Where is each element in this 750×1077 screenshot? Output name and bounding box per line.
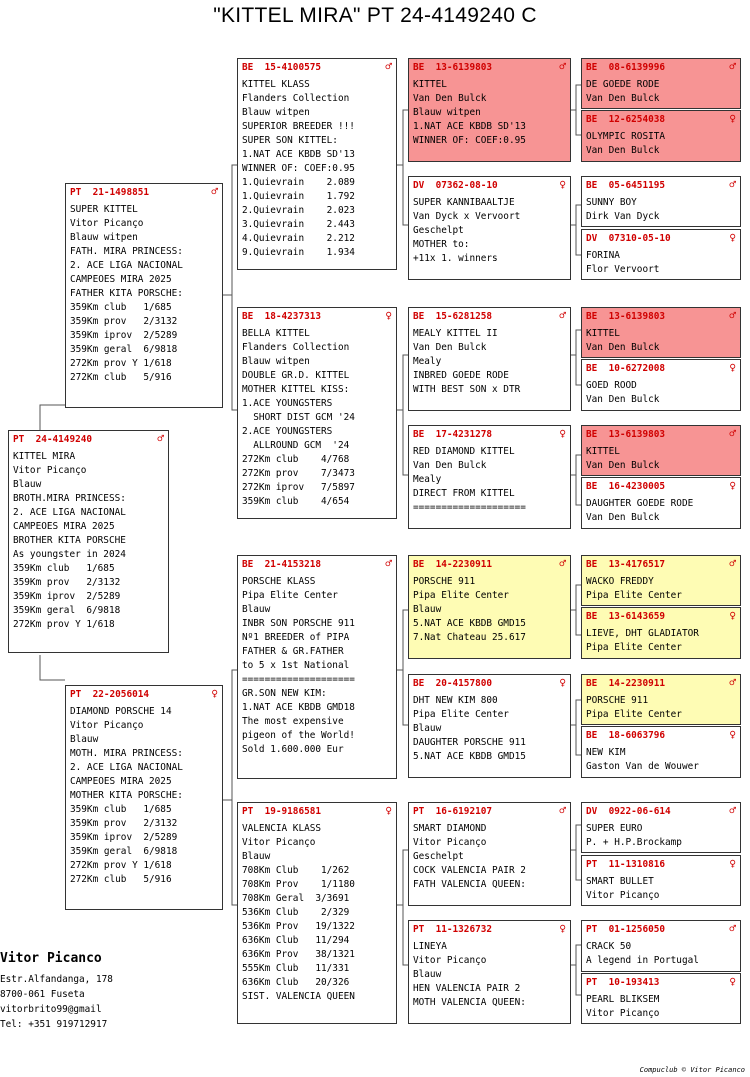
male-symbol-icon: ♂ [729, 309, 736, 322]
card-info-line: Blauw witpen [242, 107, 310, 118]
card-info-line: CAMPEOES MIRA 2025 [70, 274, 172, 285]
card-info-line: DHT NEW KIM 800 [413, 695, 498, 706]
pedigree-card-gen4-5 [408, 555, 571, 659]
female-symbol-icon: ♀ [559, 676, 566, 689]
card-info-line: Pipa Elite Center [413, 590, 509, 601]
card-info-line: 1.NAT ACE KBDB SD'13 [242, 149, 355, 160]
card-info-line: PEARL BLIKSEM [586, 994, 660, 1005]
card-info-line: Vitor Picanço [586, 1008, 660, 1019]
card-info-line: 2.ACE YOUNGSTERS [242, 426, 333, 437]
card-info-line: 2. ACE LIGA NACIONAL [13, 507, 126, 518]
female-symbol-icon: ♀ [559, 922, 566, 935]
card-info-line: 359Km geral 6/9818 [70, 846, 178, 857]
card-info-line: CAMPEOES MIRA 2025 [70, 776, 172, 787]
card-info-line: Nº1 BREEDER of PIPA [242, 632, 350, 643]
owner-email: vitorbrito99@gmail [0, 1004, 102, 1015]
pedigree-card-gen5-10 [581, 607, 741, 659]
card-info-line: 272Km prov Y 1/618 [70, 358, 172, 369]
male-symbol-icon: ♂ [559, 60, 566, 73]
ring-number: BE 08-6139996 [586, 62, 666, 73]
card-info-line: WACKO FREDDY [586, 576, 654, 587]
pedigree-card-gen5-3 [581, 176, 741, 227]
male-symbol-icon: ♂ [729, 178, 736, 191]
card-info-line: 636Km Prov 38/1321 [242, 949, 355, 960]
card-info-line: Vitor Picanço [242, 837, 316, 848]
pedigree-card-gen5-5 [581, 307, 741, 358]
ring-number-header [586, 362, 736, 376]
ring-number-header [242, 558, 392, 572]
female-symbol-icon: ♀ [729, 975, 736, 988]
card-info-line: Van Den Bulck [586, 93, 660, 104]
card-info-line: 272Km iprov 7/5897 [242, 482, 355, 493]
pedigree-card-gen5-7 [581, 425, 741, 476]
pedigree-card-dam-sire [237, 555, 397, 779]
card-info-line: Van Den Bulck [586, 342, 660, 353]
card-info-line: LINEYA [413, 941, 447, 952]
ring-number: PT 11-1326732 [413, 924, 493, 935]
ring-number-header [413, 558, 566, 572]
card-info-line: MOTH VALENCIA QUEEN: [413, 997, 526, 1008]
ring-number: DV 07310-05-10 [586, 233, 671, 244]
card-info-line: 272Km prov Y 1/618 [13, 619, 115, 630]
ring-number: BE 13-6139803 [413, 62, 493, 73]
card-info-line: 1.Quievrain 2.089 [242, 177, 355, 188]
card-info-line: WINNER OF: COEF:0.95 [413, 135, 526, 146]
female-symbol-icon: ♀ [385, 309, 392, 322]
pedigree-card-dam-dam [237, 802, 397, 1024]
card-info-line: SUPER EURO [586, 823, 643, 834]
card-info-line: 272Km club 4/768 [242, 454, 350, 465]
male-symbol-icon: ♂ [157, 432, 164, 445]
ring-number: BE 13-6139803 [586, 311, 666, 322]
pedigree-card-gen5-16 [581, 973, 741, 1024]
card-info-line: 359Km prov 2/3132 [70, 818, 178, 829]
card-info-line: 536Km Prov 19/1322 [242, 921, 355, 932]
card-info-line: DIAMOND PORSCHE 14 [70, 706, 172, 717]
ring-number: BE 12-6254038 [586, 114, 666, 125]
card-info-line: Van Den Bulck [586, 460, 660, 471]
card-info-line: The most expensive [242, 716, 344, 727]
card-info-line: PORSCHE 911 [413, 576, 476, 587]
female-symbol-icon: ♀ [729, 361, 736, 374]
card-info-line: MOTHER KITA PORSCHE: [70, 790, 183, 801]
card-info-line: 5.NAT ACE KBDB GMD15 [413, 751, 526, 762]
card-info-line: FATHER KITA PORSCHE: [70, 288, 183, 299]
pedigree-card-gen5-14 [581, 855, 741, 906]
card-info-line: BROTH.MIRA PRINCESS: [13, 493, 126, 504]
male-symbol-icon: ♂ [729, 60, 736, 73]
pedigree-card-gen5-4 [581, 229, 741, 280]
male-symbol-icon: ♂ [729, 557, 736, 570]
pedigree-card-gen5-12 [581, 726, 741, 778]
card-info-line: ==================== [242, 674, 355, 685]
ring-number-header [586, 310, 736, 324]
ring-number: PT 21-1498851 [70, 187, 150, 198]
card-info-line: 708Km Club 1/262 [242, 865, 350, 876]
pedigree-card-gen4-7 [408, 802, 571, 906]
card-info-line: SMART DIAMOND [413, 823, 487, 834]
card-info-line: 2. ACE LIGA NACIONAL [70, 260, 183, 271]
ring-number-header [586, 805, 736, 819]
pedigree-card-gen5-2 [581, 110, 741, 162]
card-info-line: KITTEL KLASS [242, 79, 310, 90]
pedigree-card-gen5-6 [581, 359, 741, 411]
card-info-line: Geschelpt [413, 225, 464, 236]
card-info-line: As youngster in 2024 [13, 549, 126, 560]
card-info-line: DIRECT FROM KITTEL [413, 488, 515, 499]
female-symbol-icon: ♀ [385, 804, 392, 817]
card-info-line: 636Km Club 11/294 [242, 935, 350, 946]
card-info-line: GR.SON NEW KIM: [242, 688, 327, 699]
female-symbol-icon: ♀ [729, 112, 736, 125]
card-info-line: Blauw [242, 604, 271, 615]
card-info-line: NEW KIM [586, 747, 626, 758]
card-info-line: 359Km iprov 2/5289 [13, 591, 121, 602]
ring-number: BE 18-6063796 [586, 730, 666, 741]
card-info-line: Vitor Picanço [70, 720, 144, 731]
ring-number: BE 20-4157800 [413, 678, 493, 689]
card-info-line: 708Km Prov 1/1180 [242, 879, 355, 890]
pedigree-card-gen4-3 [408, 307, 571, 411]
card-info-line: 2. ACE LIGA NACIONAL [70, 762, 183, 773]
ring-number: BE 16-4230005 [586, 481, 666, 492]
card-info-line: 4.Quievrain 2.212 [242, 233, 355, 244]
card-info-line: Van Dyck x Vervoort [413, 211, 521, 222]
female-symbol-icon: ♀ [729, 728, 736, 741]
pedigree-card-gen5-13 [581, 802, 741, 853]
card-info-line: FATH VALENCIA QUEEN: [413, 879, 526, 890]
card-info-line: 708Km Geral 3/3691 [242, 893, 350, 904]
card-info-line: SMART BULLET [586, 876, 654, 887]
card-info-line: CRACK 50 [586, 941, 632, 952]
footer-credit: Compuclub © Vitor Picanco [639, 1066, 745, 1074]
owner-postcode: 8700-061 Fuseta [0, 989, 85, 1000]
male-symbol-icon: ♂ [211, 185, 218, 198]
card-info-line: SIST. VALENCIA QUEEN [242, 991, 355, 1002]
owner-name: Vitor Picanco [0, 951, 102, 966]
pedigree-card-gen4-2 [408, 176, 571, 280]
card-info-line: Geschelpt [413, 851, 464, 862]
male-symbol-icon: ♂ [559, 804, 566, 817]
card-info-line: Blauw witpen [242, 356, 310, 367]
card-info-line: A legend in Portugal [586, 955, 699, 966]
card-info-line: DAUGHTER PORSCHE 911 [413, 737, 526, 748]
pedigree-card-gen4-4 [408, 425, 571, 529]
ring-number: BE 17-4231278 [413, 429, 493, 440]
card-info-line: INBRED GOEDE RODE [413, 370, 509, 381]
card-info-line: Mealy [413, 474, 442, 485]
card-info-line: GOED ROOD [586, 380, 637, 391]
ring-number-header [586, 858, 736, 872]
pedigree-card-gen4-1 [408, 58, 571, 162]
male-symbol-icon: ♂ [729, 676, 736, 689]
card-info-line: Vitor Picanço [70, 218, 144, 229]
card-info-line: Blauw [413, 723, 442, 734]
card-info-line: Pipa Elite Center [242, 590, 338, 601]
card-info-line: VALENCIA KLASS [242, 823, 322, 834]
ring-number-header [586, 428, 736, 442]
card-info-line: P. + H.P.Brockamp [586, 837, 682, 848]
card-info-line: pigeon of the World! [242, 730, 355, 741]
male-symbol-icon: ♂ [559, 309, 566, 322]
male-symbol-icon: ♂ [729, 427, 736, 440]
card-info-line: DE GOEDE RODE [586, 79, 660, 90]
ring-number: PT 11-1310816 [586, 859, 666, 870]
ring-number: BE 21-4153218 [242, 559, 322, 570]
card-info-line: 359Km club 1/685 [70, 302, 172, 313]
ring-number-header [70, 688, 218, 702]
card-info-line: 359Km iprov 2/5289 [70, 330, 178, 341]
card-info-line: Blauw [13, 479, 42, 490]
card-info-line: Vitor Picanço [413, 837, 487, 848]
ring-number: BE 14-2230911 [413, 559, 493, 570]
card-info-line: INBR SON PORSCHE 911 [242, 618, 355, 629]
card-info-line: WINNER OF: COEF:0.95 [242, 163, 355, 174]
card-info-line: Pipa Elite Center [586, 642, 682, 653]
pedigree-card-subject [8, 430, 169, 653]
card-info-line: Blauw [413, 969, 442, 980]
card-info-line: Vitor Picanço [586, 890, 660, 901]
ring-number-header [586, 677, 736, 691]
card-info-line: Vitor Picanço [413, 955, 487, 966]
card-info-line: 272Km prov 7/3473 [242, 468, 355, 479]
card-info-line: 636Km Club 20/326 [242, 977, 350, 988]
card-info-line: DAUGHTER GOEDE RODE [586, 498, 694, 509]
ring-number: PT 01-1256050 [586, 924, 666, 935]
ring-number-header [70, 186, 218, 200]
card-info-line: Mealy [413, 356, 442, 367]
card-info-line: Pipa Elite Center [586, 709, 682, 720]
card-info-line: COCK VALENCIA PAIR 2 [413, 865, 526, 876]
ring-number-header [586, 976, 736, 990]
card-info-line: Van Den Bulck [413, 460, 487, 471]
ring-number: BE 18-4237313 [242, 311, 322, 322]
pedigree-card-gen5-9 [581, 555, 741, 606]
female-symbol-icon: ♀ [559, 178, 566, 191]
ring-number-header [586, 558, 736, 572]
card-info-line: 3.Quievrain 2.443 [242, 219, 355, 230]
card-info-line: DOUBLE GR.D. KITTEL [242, 370, 350, 381]
card-info-line: 359Km prov 2/3132 [13, 577, 121, 588]
card-info-line: Blauw [413, 604, 442, 615]
card-info-line: KITTEL [586, 328, 620, 339]
female-symbol-icon: ♀ [729, 609, 736, 622]
card-info-line: Sold 1.600.000 Eur [242, 744, 344, 755]
ring-number: PT 19-9186581 [242, 806, 322, 817]
card-info-line: Blauw witpen [70, 232, 138, 243]
card-info-line: 536Km Club 2/329 [242, 907, 350, 918]
card-info-line: KITTEL [586, 446, 620, 457]
ring-number-header [413, 805, 566, 819]
card-info-line: 1.Quievrain 1.792 [242, 191, 355, 202]
ring-number: BE 13-6143659 [586, 611, 666, 622]
card-info-line: 359Km iprov 2/5289 [70, 832, 178, 843]
card-info-line: 7.Nat Chateau 25.617 [413, 632, 526, 643]
card-info-line: Flanders Collection [242, 342, 350, 353]
card-info-line: ALLROUND GCM '24 [242, 440, 350, 451]
card-info-line: ==================== [413, 502, 526, 513]
pedigree-card-sire-sire [237, 58, 397, 270]
ring-number: BE 13-4176517 [586, 559, 666, 570]
card-info-line: Blauw [70, 734, 99, 745]
ring-number-header [413, 310, 566, 324]
card-info-line: 272Km prov Y 1/618 [70, 860, 172, 871]
card-info-line: MOTHER to: [413, 239, 470, 250]
card-info-line: Van Den Bulck [413, 93, 487, 104]
card-info-line: Van Den Bulck [586, 512, 660, 523]
ring-number: BE 05-6451195 [586, 180, 666, 191]
ring-number-header [413, 923, 566, 937]
pedigree-card-gen5-11 [581, 674, 741, 725]
ring-number: BE 13-6139803 [586, 429, 666, 440]
card-info-line: Dirk Van Dyck [586, 211, 660, 222]
card-info-line: to 5 x 1st National [242, 660, 350, 671]
card-info-line: OLYMPIC ROSITA [586, 131, 666, 142]
card-info-line: FATH. MIRA PRINCESS: [70, 246, 183, 257]
ring-number: BE 10-6272008 [586, 363, 666, 374]
card-info-line: 9.Quievrain 1.934 [242, 247, 355, 258]
card-info-line: Flanders Collection [242, 93, 350, 104]
card-info-line: SHORT DIST GCM '24 [242, 412, 355, 423]
card-info-line: FATHER & GR.FATHER [242, 646, 344, 657]
ring-number-header [413, 179, 566, 193]
male-symbol-icon: ♂ [385, 557, 392, 570]
card-info-line: SUNNY BOY [586, 197, 637, 208]
owner-phone: Tel: +351 919712917 [0, 1019, 108, 1030]
card-info-line: PORSCHE 911 [586, 695, 649, 706]
card-info-line: FORINA [586, 250, 620, 261]
card-info-line: 359Km club 4/654 [242, 496, 350, 507]
card-info-line: MOTH. MIRA PRINCESS: [70, 748, 183, 759]
female-symbol-icon: ♀ [559, 427, 566, 440]
card-info-line: WITH BEST SON x DTR [413, 384, 521, 395]
card-info-line: Flor Vervoort [586, 264, 660, 275]
card-info-line: Pipa Elite Center [413, 709, 509, 720]
card-info-line: +11x 1. winners [413, 253, 498, 264]
male-symbol-icon: ♂ [559, 557, 566, 570]
card-info-line: 5.NAT ACE KBDB GMD15 [413, 618, 526, 629]
card-info-line: 1.NAT ACE KBDB GMD18 [242, 702, 355, 713]
ring-number-header [242, 61, 392, 75]
card-info-line: Van Den Bulck [413, 342, 487, 353]
ring-number: DV 07362-08-10 [413, 180, 498, 191]
ring-number: BE 15-4100575 [242, 62, 322, 73]
pedigree-card-gen4-6 [408, 674, 571, 778]
ring-number: BE 14-2230911 [586, 678, 666, 689]
card-info-line: 555Km Club 11/331 [242, 963, 350, 974]
male-symbol-icon: ♂ [385, 60, 392, 73]
female-symbol-icon: ♀ [729, 231, 736, 244]
ring-number-header [586, 113, 736, 127]
pedigree-card-sire-dam [237, 307, 397, 519]
card-info-line: Blauw witpen [413, 107, 481, 118]
ring-number: DV 0922-06-614 [586, 806, 671, 817]
card-info-line: Van Den Bulck [586, 394, 660, 405]
female-symbol-icon: ♀ [211, 687, 218, 700]
card-info-line: BROTHER KITA PORSCHE [13, 535, 126, 546]
card-info-line: 1.ACE YOUNGSTERS [242, 398, 333, 409]
ring-number: PT 22-2056014 [70, 689, 150, 700]
card-info-line: 2.Quievrain 2.023 [242, 205, 355, 216]
card-info-line: SUPERIOR BREEDER !!! [242, 121, 355, 132]
card-info-line: SUPER SON KITTEL: [242, 135, 338, 146]
ring-number-header [586, 232, 736, 246]
ring-number-header [413, 428, 566, 442]
ring-number-header [586, 923, 736, 937]
card-info-line: BELLA KITTEL [242, 328, 310, 339]
card-info-line: Blauw [242, 851, 271, 862]
ring-number-header [586, 729, 736, 743]
pedigree-card-dam [65, 685, 223, 910]
card-info-line: MEALY KITTEL II [413, 328, 498, 339]
card-info-line: CAMPEOES MIRA 2025 [13, 521, 115, 532]
card-info-line: Pipa Elite Center [586, 590, 682, 601]
ring-number: PT 16-6192107 [413, 806, 493, 817]
owner-address: Estr.Alfandanga, 178 [0, 974, 113, 985]
pedigree-card-gen4-8 [408, 920, 571, 1024]
ring-number-header [586, 610, 736, 624]
card-info-line: RED DIAMOND KITTEL [413, 446, 515, 457]
card-info-line: MOTHER KITTEL KISS: [242, 384, 350, 395]
ring-number: BE 15-6281258 [413, 311, 493, 322]
card-info-line: 1.NAT ACE KBDB SD'13 [413, 121, 526, 132]
ring-number-header [413, 677, 566, 691]
card-info-line: 359Km geral 6/9818 [13, 605, 121, 616]
card-info-line: 272Km club 5/916 [70, 372, 172, 383]
ring-number-header [413, 61, 566, 75]
card-info-line: Van Den Bulck [586, 145, 660, 156]
card-info-line: 359Km club 1/685 [13, 563, 115, 574]
pedigree-card-sire [65, 183, 223, 408]
card-info-line: 359Km prov 2/3132 [70, 316, 178, 327]
male-symbol-icon: ♂ [729, 922, 736, 935]
pedigree-card-gen5-1 [581, 58, 741, 109]
card-info-line: SUPER KANNIBAALTJE [413, 197, 515, 208]
card-info-line: 359Km club 1/685 [70, 804, 172, 815]
female-symbol-icon: ♀ [729, 857, 736, 870]
card-info-line: PORSCHE KLASS [242, 576, 316, 587]
male-symbol-icon: ♂ [729, 804, 736, 817]
pedigree-card-gen5-15 [581, 920, 741, 972]
card-info-line: SUPER KITTEL [70, 204, 138, 215]
ring-number: PT 24-4149240 [13, 434, 93, 445]
ring-number: PT 10-193413 [586, 977, 660, 988]
ring-number-header [242, 310, 392, 324]
card-info-line: HEN VALENCIA PAIR 2 [413, 983, 521, 994]
card-info-line: 272Km club 5/916 [70, 874, 172, 885]
card-info-line: 359Km geral 6/9818 [70, 344, 178, 355]
ring-number-header [586, 179, 736, 193]
ring-number-header [242, 805, 392, 819]
card-info-line: Vitor Picanço [13, 465, 87, 476]
ring-number-header [586, 480, 736, 494]
pedigree-card-gen5-8 [581, 477, 741, 529]
female-symbol-icon: ♀ [729, 479, 736, 492]
page-title: "KITTEL MIRA" PT 24-4149240 C [213, 4, 537, 27]
card-info-line: KITTEL [413, 79, 447, 90]
card-info-line: LIEVE, DHT GLADIATOR [586, 628, 699, 639]
card-info-line: Gaston Van de Wouwer [586, 761, 699, 772]
ring-number-header [586, 61, 736, 75]
ring-number-header [13, 433, 164, 447]
card-info-line: KITTEL MIRA [13, 451, 76, 462]
